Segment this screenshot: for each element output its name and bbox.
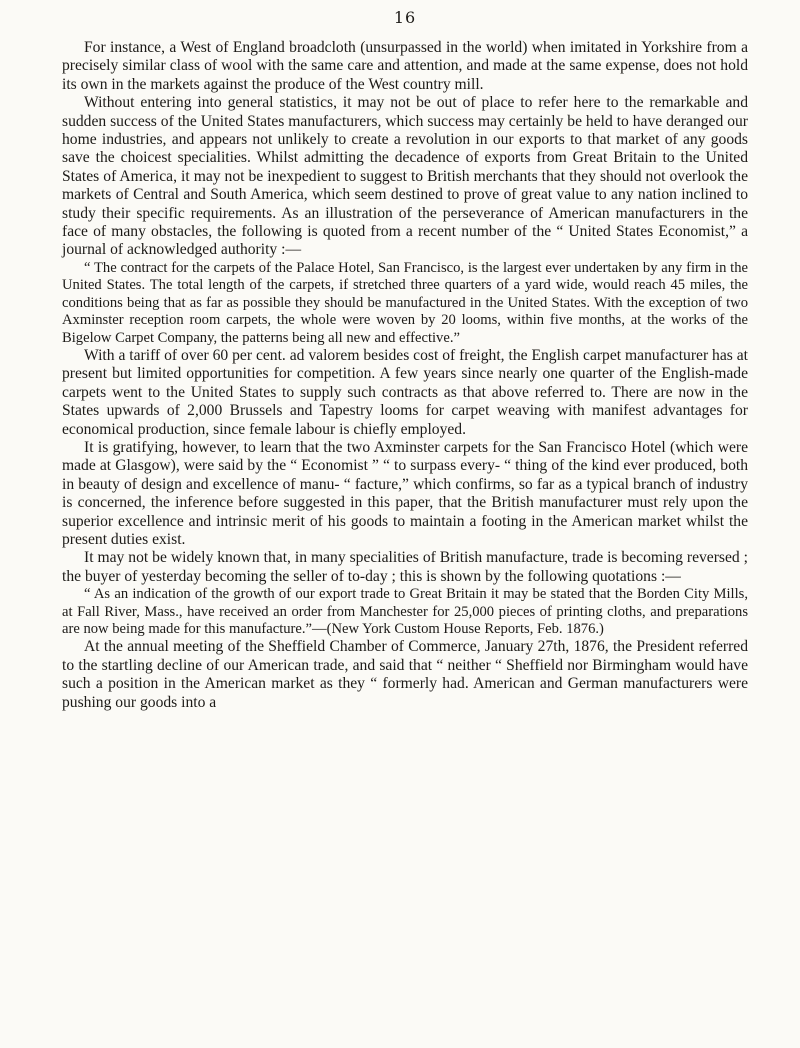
page-body <box>62 39 748 712</box>
quote-fall-river: “ As an indication of the growth of our export trade to Great Britain it may be stated that the Borden City Mills, at Fall River, Mass., have received an order from Manchester for 25,000 pieces of printing cloths, and preparations are now being made for this manufacture.”—(New York Custom House Reports, Feb. 1876.) <box>62 586 748 637</box>
paragraph-us-success: Without entering into general statistics, it may not be out of place to refer here to the remarkable and sudden success of the United States manufacturers, which success may certainly be held to have deranged our home industries, and appears not unlikely to create a revolution in our exports to that market of any goods save the choicest specialities. Whilst admitting the decadence of exports from Great Britain to the United States of America, it may not be inexpedient to suggest to British merchants that they should not overlook the markets of Central and South America, which seem destined to prove of great value to any nation inclined to study their specific requirements. As an illustration of the perseverance of American manufacturers in the face of many obstacles, the following is quoted from a recent number of the “ United States Economist,” a journal of acknowledged authority :— <box>62 94 748 259</box>
page-number: 16 <box>393 8 417 27</box>
quote-palace-hotel: “ The contract for the carpets of the Palace Hotel, San Francisco, is the largest ever undertaken by any firm in the United States. The total length of the carpets, if stretched three quarters of a yard wide, would reach 45 miles, the conditions being that as far as possible they should be manufactured in the United States. With the exception of two Axminster reception room carpets, the whole were woven by 20 looms, within five months, at the works of the Bigelow Carpet Company, the patterns being all new and effective.” <box>62 259 748 346</box>
paragraph-broadcloth: For instance, a West of England broadcloth (unsurpassed in the world) when imitated in Yorkshire from a precisely similar class of wool with the same care and attention, and made at the same expense, does not hold its own in the markets against the produce of the West country mill. <box>62 39 748 93</box>
paragraph-sheffield: At the annual meeting of the Sheffield Chamber of Commerce, January 27th, 1876, the President referred to the startling decline of our American trade, and said that “ neither “ Sheffield nor Birmingham would have such a position in the American market as they “ formerly had. American and German manufacturers were pushing our goods into a <box>62 638 748 711</box>
paragraph-tariff: With a tariff of over 60 per cent. ad valorem besides cost of freight, the English carpet manufacturer has at present but limited opportunities for competition. A few years since nearly one quarter of the English-made carpets went to the United States to supply such contracts as that above referred to. There are now in the States upwards of 2,000 Brussels and Tapestry looms for carpet weaving with manifest advantages for economical production, since female labour is chiefly employed. <box>62 346 748 438</box>
paragraph-trade-reversed: It may not be widely known that, in many specialities of British manufacture, trade is becoming reversed ; the buyer of yesterday becoming the seller of to-day ; this is shown by the following quotations :— <box>62 549 748 585</box>
paragraph-axminster: It is gratifying, however, to learn that the two Axminster carpets for the San Francisco Hotel (which were made at Glasgow), were said by the “ Economist ” “ to surpass every- “ thing of the kind ever produced, both in beauty of design and excellence of manu- “ facture,” which confirms, so far as a typical branch of industry is concerned, the inference before suggested in this paper, that the British manufacturer must rely upon the superior excellence and intrinsic merit of his goods to maintain a footing in the American market whilst the present duties exist. <box>62 438 748 548</box>
